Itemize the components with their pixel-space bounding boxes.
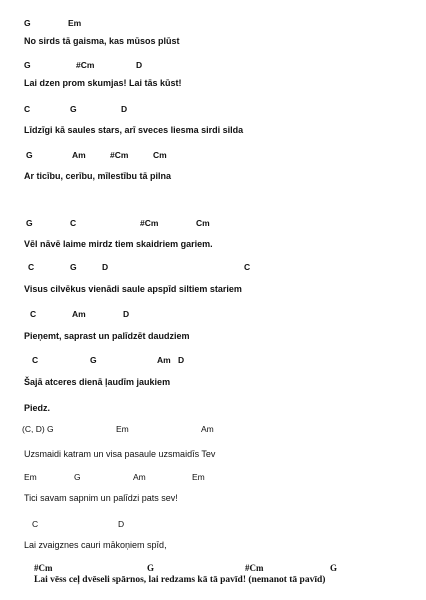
chord: G <box>24 60 31 70</box>
chord: G <box>147 563 155 573</box>
lyric-text: Lai dzen prom skumjas! Lai tās kūst! <box>24 78 182 88</box>
lyric-line <box>0 377 426 391</box>
chorus-label <box>0 403 426 417</box>
chord: D <box>121 104 128 114</box>
chord: G <box>70 262 77 272</box>
lyric-line <box>0 331 426 345</box>
chord: D <box>102 262 109 272</box>
lyric-text: Līdzīgi kā saules stars, arī sveces liesma sirdi silda <box>24 125 244 135</box>
chord: #Cm <box>140 218 159 228</box>
chord-line <box>0 150 426 164</box>
lyric-line <box>0 36 426 50</box>
chord: D <box>136 60 143 70</box>
lyric-line <box>0 284 426 298</box>
chord: Em <box>24 472 37 482</box>
chord: Am <box>133 472 146 482</box>
lyric-line <box>0 125 426 139</box>
chord-line <box>0 18 426 32</box>
chord: #Cm <box>34 563 53 573</box>
chord: C <box>32 355 39 365</box>
chord: Cm <box>153 150 167 160</box>
chorus-label-text: Piedz. <box>24 403 51 413</box>
chord: Em <box>192 472 205 482</box>
lyric-line <box>0 540 426 554</box>
lyric-text: Vēl nāvē laime mirdz tiem skaidriem gariem. <box>24 239 213 249</box>
lyric-line <box>0 449 426 463</box>
chord: Am <box>72 150 86 160</box>
chord: Am <box>157 355 171 365</box>
chord-line <box>0 104 426 118</box>
lyric-line <box>0 493 426 507</box>
chord: G <box>26 218 33 228</box>
chord: C <box>28 262 35 272</box>
chord: G <box>24 18 31 28</box>
chord-line <box>0 262 426 276</box>
chord: G <box>330 563 338 573</box>
chord: D <box>123 309 130 319</box>
lyric-line <box>0 239 426 253</box>
lyric-text: Visus cilvēkus vienādi saule apspīd siltiem stariem <box>24 284 242 294</box>
chord: D <box>178 355 185 365</box>
lyric-text: No sirds tā gaisma, kas mūsos plūst <box>24 36 180 46</box>
chord: C <box>32 519 39 529</box>
chord-line <box>0 355 426 369</box>
chord: #Cm <box>76 60 95 70</box>
chord: Am <box>201 424 214 434</box>
lyric-text: Tici savam sapnim un palīdzi pats sev! <box>24 493 178 503</box>
chord-line <box>0 472 426 486</box>
chord: (C, D) G <box>22 424 54 434</box>
chord: C <box>30 309 37 319</box>
chord-line <box>0 218 426 232</box>
lyric-line <box>0 575 426 589</box>
chord: #Cm <box>245 563 264 573</box>
chord-line <box>0 519 426 533</box>
chord: G <box>90 355 97 365</box>
chord: D <box>118 519 125 529</box>
chord: #Cm <box>110 150 129 160</box>
chord: Am <box>72 309 86 319</box>
chord: C <box>24 104 31 114</box>
chord: Cm <box>196 218 210 228</box>
lyric-text: Pieņemt, saprast un palīdzēt daudziem <box>24 331 190 341</box>
chord-line <box>0 309 426 323</box>
chord: Em <box>68 18 82 28</box>
chord: G <box>70 104 77 114</box>
lyric-text: Ar ticību, cerību, mīlestību tā pilna <box>24 171 172 181</box>
chord-line <box>0 424 426 438</box>
lyric-text: Šajā atceres dienā ļaudīm jaukiem <box>24 377 171 387</box>
lyric-text: Lai zvaigznes cauri mākoņiem spīd, <box>24 540 167 550</box>
chord: G <box>74 472 81 482</box>
lyric-text: Uzsmaidi katram un visa pasaule uzsmaidīs Tev <box>24 449 216 459</box>
chord: Em <box>116 424 129 434</box>
lyric-line <box>0 78 426 92</box>
chord: G <box>26 150 33 160</box>
lyric-text: Lai vēss ceļ dvēseli spārnos, lai redzams kā tā pavīd! (nemanot tā pavīd) <box>34 575 326 585</box>
lyric-line <box>0 171 426 185</box>
chord: C <box>244 262 251 272</box>
chord-line <box>0 60 426 74</box>
chord: C <box>70 218 77 228</box>
